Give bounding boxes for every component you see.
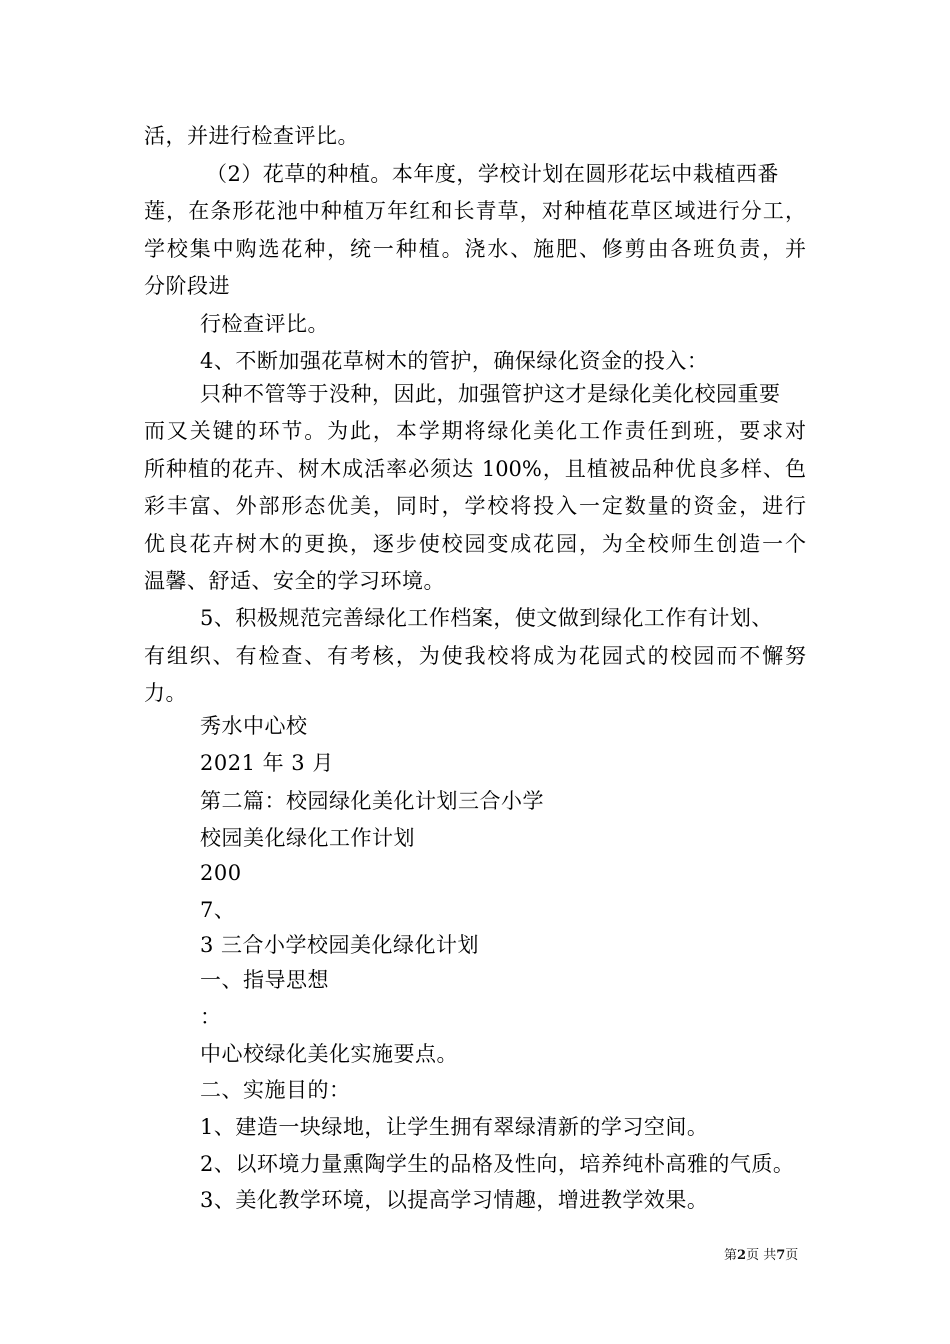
- text-line: ：: [200, 1005, 222, 1029]
- text-line: 行检查评比。: [200, 312, 329, 336]
- text-line: 3 三合小学校园美化绿化计划: [200, 933, 480, 957]
- text-line: 2021 年 3 月: [200, 751, 334, 775]
- text-line: 而又关键的环节。为此，本学期将绿化美化工作责任到班，要求对: [144, 419, 806, 443]
- text-line: 一、指导思想: [200, 968, 329, 992]
- text-line: 分阶段进: [144, 274, 230, 298]
- page-footer: [724, 1248, 798, 1264]
- text-line: 学校集中购选花种，统一种植。浇水、施肥、修剪由各班负责，并: [144, 237, 806, 261]
- text-line: 第二篇：校园绿化美化计划三合小学: [200, 789, 544, 813]
- footer-total-pages: 7: [776, 1248, 786, 1263]
- text-line: 二、实施目的：: [200, 1078, 351, 1102]
- text-line: 彩丰富、外部形态优美，同时，学校将投入一定数量的资金，进行: [144, 494, 806, 518]
- text-line: 1、建造一块绿地，让学生拥有翠绿清新的学习空间。: [200, 1115, 709, 1139]
- text-line: 莲，在条形花池中种植万年红和长青草，对种植花草区域进行分工，: [144, 199, 806, 223]
- text-line: 力。: [144, 681, 187, 705]
- text-line: 4、不断加强花草树木的管护，确保绿化资金的投入：: [200, 349, 709, 373]
- text-line: 温馨、舒适、安全的学习环境。: [144, 569, 445, 593]
- text-line: 2、以环境力量熏陶学生的品格及性向，培养纯朴高雅的气质。: [200, 1152, 795, 1176]
- text-line: 校园美化绿化工作计划: [200, 826, 415, 850]
- text-line: 活，并进行检查评比。: [144, 124, 359, 148]
- text-line: 200: [200, 861, 242, 885]
- text-line: （2）花草的种植。本年度，学校计划在圆形花坛中栽植西番: [206, 162, 779, 186]
- text-line: 中心校绿化美化实施要点。: [200, 1042, 458, 1066]
- text-line: 所种植的花卉、树木成活率必须达 100%，且植被品种优良多样、色: [144, 457, 806, 481]
- text-line: 只种不管等于没种，因此，加强管护这才是绿化美化校园重要: [200, 382, 781, 406]
- text-line: 秀水中心校: [200, 714, 308, 738]
- footer-suffix: 页: [785, 1248, 799, 1263]
- text-line: 7、: [200, 898, 236, 922]
- text-line: 优良花卉树木的更换，逐步使校园变成花园，为全校师生创造一个: [144, 532, 806, 556]
- text-line: 5、积极规范完善绿化工作档案，使文做到绿化工作有计划、: [200, 606, 773, 630]
- text-line: 3、美化教学环境，以提高学习情趣，增进教学效果。: [200, 1188, 709, 1212]
- footer-middle: 页 共: [746, 1248, 777, 1263]
- footer-prefix: 第: [724, 1248, 738, 1263]
- footer-current-page: 2: [737, 1248, 747, 1263]
- text-line: 有组织、有检查、有考核，为使我校将成为花园式的校园而不懈努: [144, 644, 806, 668]
